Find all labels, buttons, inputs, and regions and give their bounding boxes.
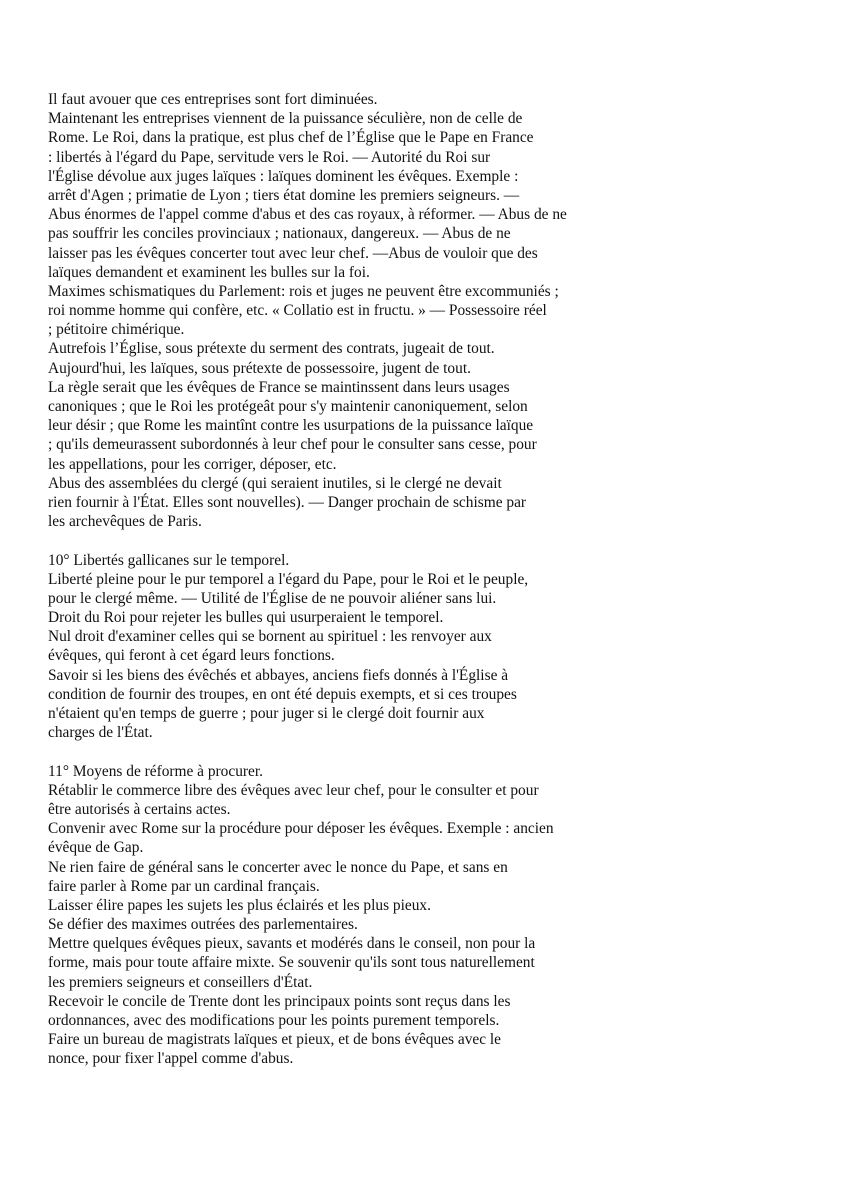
text-line: pour le clergé même. — Utilité de l'Église de ne pouvoir aliéner sans lui. — [48, 589, 497, 607]
text-line: La règle serait que les évêques de France se maintinssent dans leurs usages — [48, 378, 510, 396]
text-line: Maximes schismatiques du Parlement: rois et juges ne peuvent être excommuniés ; — [48, 282, 559, 300]
text-line: Abus énormes de l'appel comme d'abus et des cas royaux, à réformer. — Abus de ne — [48, 206, 567, 224]
section-heading: 11° Moyens de réforme à procurer. — [48, 762, 263, 780]
paragraph-3 — [48, 762, 838, 1069]
text-line: Autrefois l’Église, sous prétexte du serment des contrats, jugeait de tout. — [48, 340, 495, 358]
text-line: faire parler à Rome par un cardinal français. — [48, 877, 320, 895]
document-page — [48, 90, 838, 1069]
text-line: ; pétitoire chimérique. — [48, 321, 185, 339]
text-line: Aujourd'hui, les laïques, sous prétexte de possessoire, jugent de tout. — [48, 359, 471, 377]
text-line: nonce, pour fixer l'appel comme d'abus. — [48, 1050, 294, 1068]
text-line: leur désir ; que Rome les maintînt contre les usurpations de la puissance laïque — [48, 417, 534, 435]
text-line: laïques demandent et examinent les bulles sur la foi. — [48, 263, 370, 281]
paragraph-gap — [48, 531, 838, 550]
text-line: ordonnances, avec des modifications pour les points purement temporels. — [48, 1012, 500, 1029]
text-line: Liberté pleine pour le pur temporel a l'égard du Pape, pour le Roi et le peuple, — [48, 570, 529, 588]
text-line: : libertés à l'égard du Pape, servitude vers le Roi. — Autorité du Roi sur — [48, 148, 491, 166]
text-line: ; qu'ils demeurassent subordonnés à leur chef pour le consulter sans cesse, pour — [48, 436, 537, 454]
text-line: les premiers seigneurs et conseillers d'État. — [48, 973, 313, 991]
text-line: évêque de Gap. — [48, 839, 144, 857]
text-line: charges de l'État. — [48, 724, 153, 742]
text-line: les archevêques de Paris. — [48, 513, 202, 531]
text-line: Faire un bureau de magistrats laïques et pieux, et de bons évêques avec le — [48, 1031, 502, 1049]
text-line: Rétablir le commerce libre des évêques avec leur chef, pour le consulter et pour — [48, 781, 539, 799]
text-line: Abus des assemblées du clergé (qui seraient inutiles, si le clergé ne devait — [48, 474, 502, 492]
text-line: Il faut avouer que ces entreprises sont fort diminuées. — [48, 91, 378, 108]
paragraph-2 — [48, 551, 838, 743]
text-line: Recevoir le concile de Trente dont les principaux points sont reçus dans les — [48, 992, 511, 1010]
paragraph-gap — [48, 742, 838, 761]
text-line: Mettre quelques évêques pieux, savants et modérés dans le conseil, non pour la — [48, 935, 536, 953]
text-line: être autorisés à certains actes. — [48, 800, 231, 818]
text-line: Nul droit d'examiner celles qui se bornent au spirituel : les renvoyer aux — [48, 628, 492, 646]
text-line: les appellations, pour les corriger, déposer, etc. — [48, 455, 337, 473]
text-line: Droit du Roi pour rejeter les bulles qui usurperaient le temporel. — [48, 609, 444, 627]
text-line: l'Église dévolue aux juges laïques : laïques dominent les évêques. Exemple : — [48, 167, 519, 185]
paragraph-1 — [48, 90, 838, 531]
text-line: rien fournir à l'État. Elles sont nouvelles). — Danger prochain de schisme par — [48, 493, 527, 511]
text-line: roi nomme homme qui confère, etc. « Collatio est in fructu. » — Possessoire réel — [48, 302, 547, 320]
text-line: Convenir avec Rome sur la procédure pour déposer les évêques. Exemple : ancien — [48, 820, 554, 838]
text-line: Se défier des maximes outrées des parlementaires. — [48, 916, 358, 934]
text-line: pas souffrir les conciles provinciaux ; nationaux, dangereux. — Abus de ne — [48, 225, 511, 243]
text-line: canoniques ; que le Roi les protégeât pour s'y maintenir canoniquement, selon — [48, 398, 528, 415]
text-line: n'étaient qu'en temps de guerre ; pour juger si le clergé doit fournir aux — [48, 705, 485, 722]
text-line: Savoir si les biens des évêchés et abbayes, anciens fiefs donnés à l'Église à — [48, 666, 509, 684]
text-line: Laisser élire papes les sujets les plus éclairés et les plus pieux. — [48, 896, 431, 914]
text-line: évêques, qui feront à cet égard leurs fonctions. — [48, 647, 335, 665]
section-heading: 10° Libertés gallicanes sur le temporel. — [48, 551, 290, 569]
text-line: Maintenant les entreprises viennent de la puissance séculière, non de celle de — [48, 110, 523, 128]
text-line: arrêt d'Agen ; primatie de Lyon ; tiers état domine les premiers seigneurs. — — [48, 186, 520, 204]
text-line: Rome. Le Roi, dans la pratique, est plus chef de l’Église que le Pape en France — [48, 129, 534, 147]
text-line: Ne rien faire de général sans le concerter avec le nonce du Pape, et sans en — [48, 858, 508, 876]
text-line: condition de fournir des troupes, en ont été depuis exempts, et si ces troupes — [48, 685, 517, 703]
text-line: forme, mais pour toute affaire mixte. Se souvenir qu'ils sont tous naturellement — [48, 954, 535, 972]
text-line: laisser pas les évêques concerter tout avec leur chef. —Abus de vouloir que des — [48, 244, 538, 262]
